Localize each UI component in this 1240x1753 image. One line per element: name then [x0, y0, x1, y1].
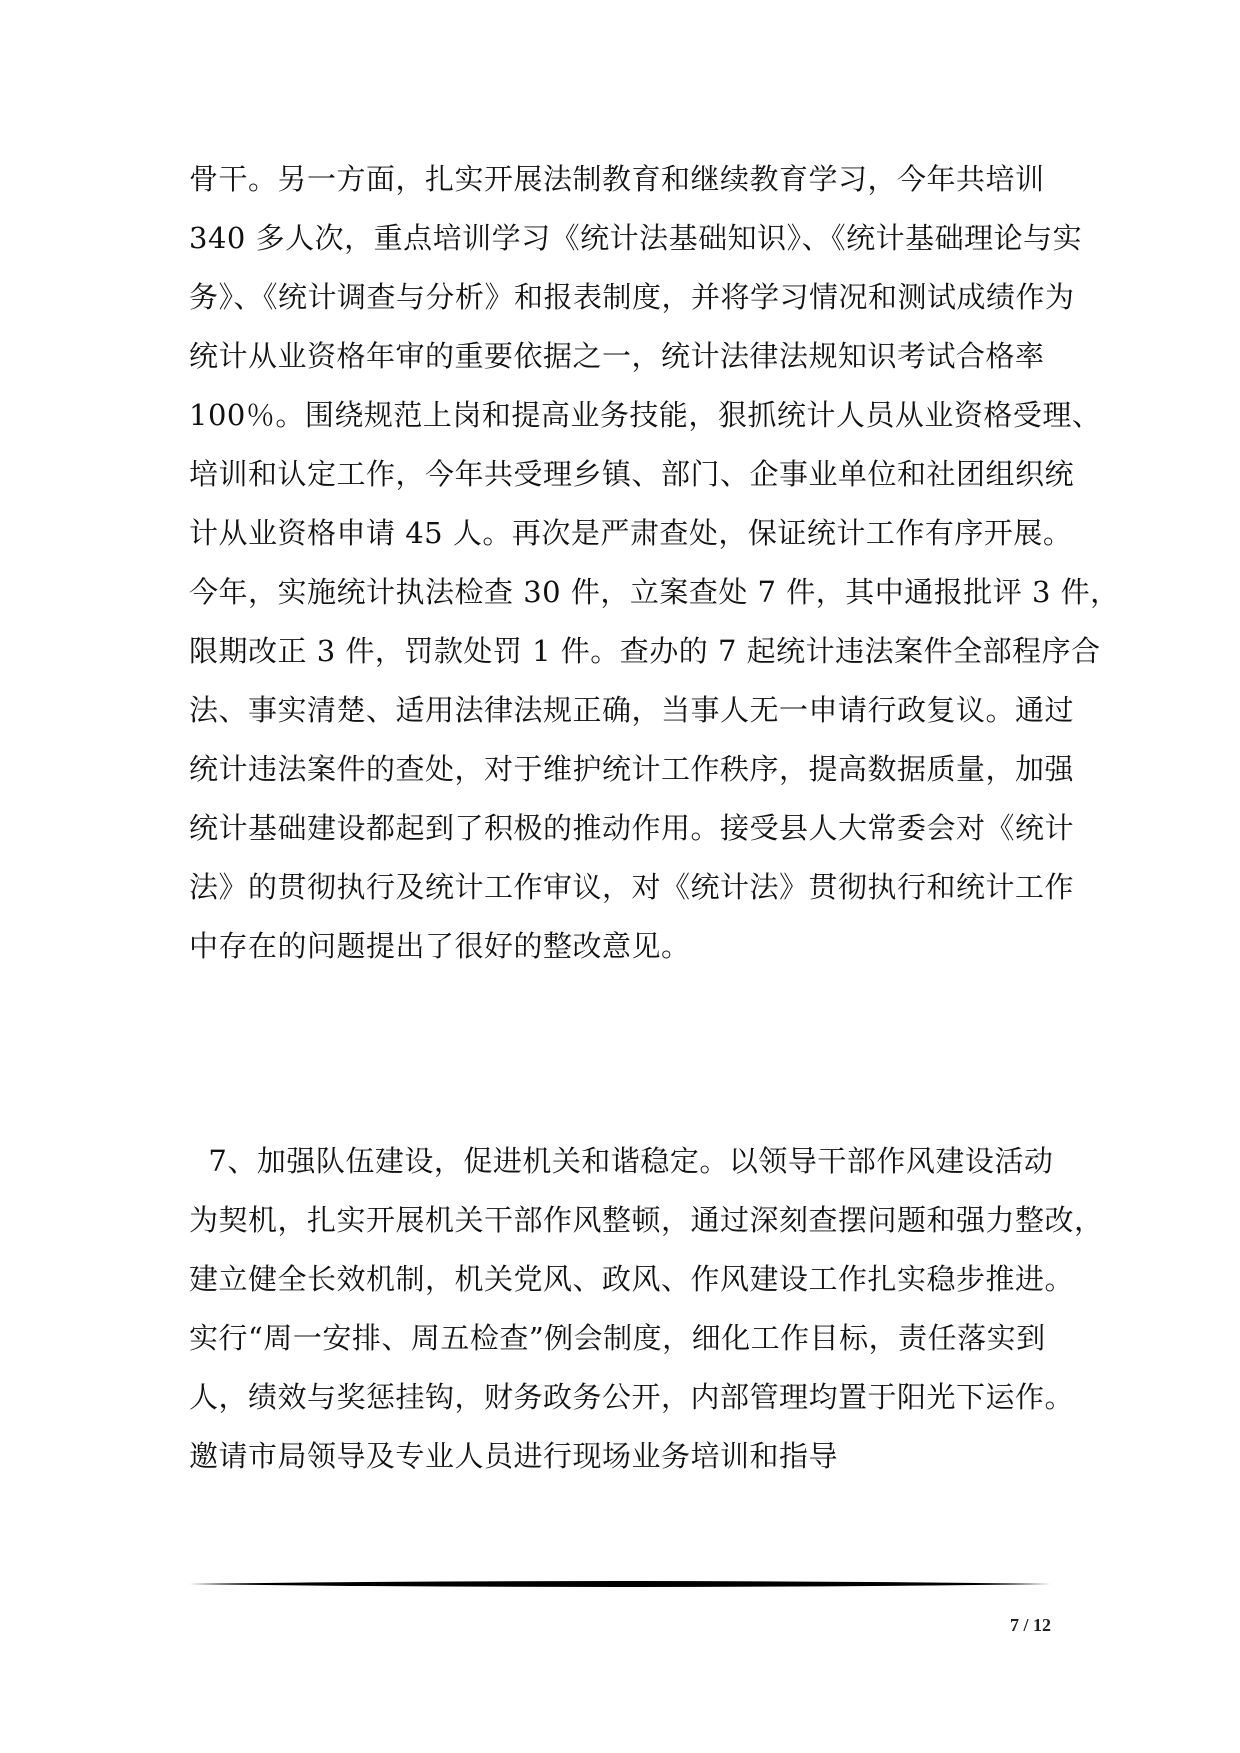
text-line: 骨干。另一方面，扎实开展法制教育和继续教育学习，今年共培训 [189, 162, 1045, 196]
text-line: 统计从业资格年审的重要依据之一，统计法律法规知识考试合格率 [189, 339, 1045, 373]
text-line: 培训和认定工作，今年共受理乡镇、部门、企事业单位和社团组织统 [189, 457, 1075, 491]
body-paragraph [189, 1132, 1104, 1486]
page-number: 7 / 12 [1009, 1615, 1051, 1635]
text-line: 人，绩效与奖惩挂钩，财务政务公开，内部管理均置于阳光下运作。 [189, 1380, 1075, 1414]
text-line: 340 多人次，重点培训学习《统计法基础知识》、《统计基础理论与实 [189, 221, 1083, 255]
text-line: 统计违法案件的查处，对于维护统计工作秩序，提高数据质量，加强 [189, 752, 1075, 786]
text-line: 法、事实清楚、适用法律法规正确，当事人无一申请行政复议。通过 [189, 693, 1075, 727]
text-line: 限期改正 3 件，罚款处罚 1 件。查办的 7 起统计违法案件全部程序合 [189, 634, 1101, 668]
text-line: 为契机，扎实开展机关干部作风整顿，通过深刻查摆问题和强力整改， [189, 1203, 1104, 1237]
text-line: 今年，实施统计执法检查 30 件，立案查处 7 件，其中通报批评 3 件， [189, 575, 1120, 609]
text-line: 实行“周一安排、周五检查”例会制度，细化工作目标，责任落实到 [189, 1321, 1046, 1355]
text-line: 计从业资格申请 45 人。再次是严肃查处，保证统计工作有序开展。 [189, 516, 1073, 550]
text-line: 100％。围绕规范上岗和提高业务技能，狠抓统计人员从业资格受理、 [189, 398, 1102, 432]
text-line: 法》的贯彻执行及统计工作审议，对《统计法》贯彻执行和统计工作 [189, 870, 1075, 904]
text-line: 务》、《统计调查与分析》和报表制度，并将学习情况和测试成绩作为 [189, 280, 1075, 314]
footer-divider [189, 1577, 1051, 1591]
text-line: 邀请市局领导及专业人员进行现场业务培训和指导 [189, 1439, 839, 1473]
text-line: 统计基础建设都起到了积极的推动作用。接受县人大常委会对《统计 [189, 811, 1075, 845]
body-paragraph [189, 150, 1120, 976]
text-line: 建立健全长效机制，机关党风、政风、作风建设工作扎实稳步推进。 [189, 1262, 1075, 1296]
text-line: 中存在的问题提出了很好的整改意见。 [189, 929, 691, 963]
text-line: 7、加强队伍建设，促进机关和谐稳定。以领导干部作风建设活动 [189, 1144, 1054, 1178]
